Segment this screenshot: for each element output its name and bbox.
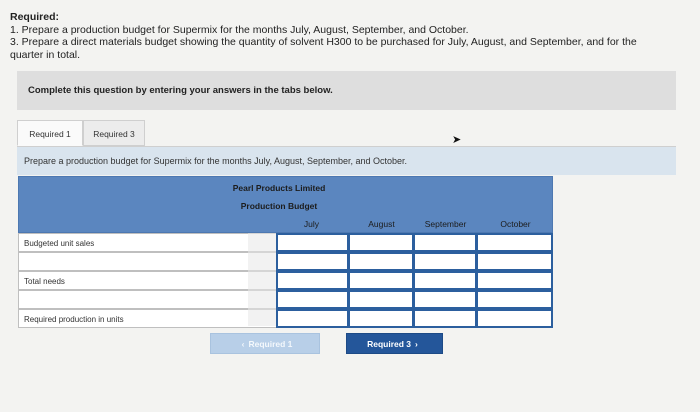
chevron-right-icon: › [415,339,418,349]
input-october[interactable] [476,309,553,328]
input-october[interactable] [476,233,553,252]
column-header-october: October [500,219,531,229]
table-row [18,271,553,290]
requirement-1: 1. Prepare a production budget for Supermix for the months July, August, September, and October. [10,23,469,36]
input-september[interactable] [413,252,477,271]
prompt-bar [17,146,676,175]
input-august[interactable] [348,309,414,328]
next-tab-button[interactable] [346,333,443,354]
input-september[interactable] [413,271,477,290]
tab-required-1[interactable]: Required 1 [17,120,83,146]
instructions-banner [17,71,676,110]
input-september[interactable] [413,290,477,309]
row-label: Total needs [24,277,65,286]
input-august[interactable] [348,271,414,290]
production-budget-table [18,176,553,326]
input-july[interactable] [276,290,349,309]
row-label: Required production in units [24,315,124,324]
input-october[interactable] [476,271,553,290]
input-august[interactable] [348,252,414,271]
prompt-text: Prepare a production budget for Supermix for the months July, August, September, and October. [24,156,408,166]
table-row [18,309,553,328]
requirements-block [10,11,670,61]
table-row [18,290,553,309]
table-row [18,233,553,252]
table-header [18,176,553,233]
instructions-text: Complete this question by entering your answers in the tabs below. [28,85,333,96]
input-august[interactable] [348,290,414,309]
column-header-september: September [424,219,467,229]
chevron-left-icon: ‹ [241,339,245,349]
previous-tab-label: Required 1 [248,339,293,349]
input-september[interactable] [413,309,477,328]
company-name: Pearl Products Limited [232,183,326,193]
next-tab-label: Required 3 [367,339,412,349]
column-header-august: August [368,219,395,229]
input-october[interactable] [476,290,553,309]
table-row [18,252,553,271]
mouse-cursor-icon: ➤ [452,134,462,146]
budget-title: Production Budget [240,201,318,211]
input-september[interactable] [413,233,477,252]
label-column-shading [248,233,276,326]
row-label: Budgeted unit sales [24,239,95,248]
column-header-july: July [303,219,319,229]
requirements-heading: Required: [10,11,60,23]
input-july[interactable] [276,233,349,252]
input-july[interactable] [276,309,349,328]
input-july[interactable] [276,271,349,290]
previous-tab-button[interactable] [210,333,320,354]
input-july[interactable] [276,252,349,271]
tab-required-3[interactable]: Required 3 [83,120,145,146]
input-october[interactable] [476,252,553,271]
requirement-3: 3. Prepare a direct materials budget showing the quantity of solvent H300 to be purchased for July, August, and September, and for the quarter in total. [10,36,637,61]
input-august[interactable] [348,233,414,252]
